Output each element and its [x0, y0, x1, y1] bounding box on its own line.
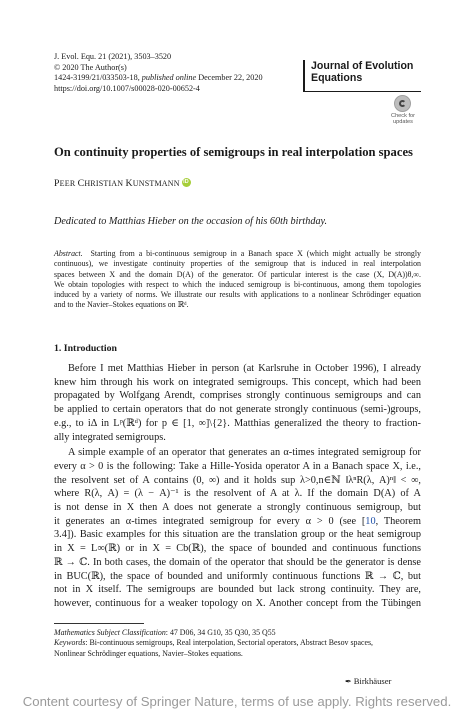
abstract: Abstract. Starting from a bi-continuous semigroup in a Banach space X (which might actually be strongly continuous), we investigate continuity properties of the semigroup that is induced in real interpolation spaces between X and the domain D(A) of the generator. Of particular interest is the case (X, D(A))θ,∞. We obtain topologies with respect to which the induced semigroup is bi-continuous, among them topologies induced by a variety of norms. We illustrate our results with applications to a nonlinear Schrödinger equation and to the Navier–Stokes equations on ℝᵈ.: [54, 249, 421, 310]
birkhauser-logo-icon: ✒: [345, 677, 352, 686]
journal-citation: J. Evol. Equ. 21 (2021), 3503–3520: [54, 52, 172, 61]
paper-title: On continuity properties of semigroups in real interpolation spaces: [54, 145, 413, 159]
doi-link[interactable]: https://doi.org/10.1007/s00028-020-00652-4: [54, 83, 200, 93]
footnotes: Mathematics Subject Classification: 47 D06, 34 G10, 35 Q30, 35 Q55 Keywords: Bi-continuous semigroups, Real interpolation, Sectorial operators, Abstract Besov spaces, Nonlinear Schrödinger equations, Navier–Stokes equations.: [54, 628, 421, 659]
check-for-updates-badge[interactable]: Check for updates: [385, 95, 421, 129]
courtesy-notice: Content courtesy of Springer Nature, terms of use apply. Rights reserved.: [22, 694, 452, 709]
publisher-logo: ✒ Birkhäuser: [345, 676, 392, 686]
msc-classification: Mathematics Subject Classification: 47 D06, 34 G10, 35 Q30, 35 Q55: [54, 628, 276, 637]
copyright-line: © 2020 The Author(s): [54, 62, 127, 72]
footnote-rule: [54, 623, 144, 624]
abstract-label: Abstract.: [54, 249, 83, 258]
orcid-icon[interactable]: [182, 178, 191, 187]
body-text: Before I met Matthias Hieber in person (at Karlsruhe in October 1996), I already knew him through his work on integrated semigroups. This concept, which had been propagated by Wolfgang Arendt, comprises strongly continuous semigroups and can be applied to certain operators that do not generate strongly continuous (semi-)groups, e.g., to iΔ in Lᵖ(ℝᵈ) for p ∈ [1, ∞]\{2}. Matthias generalized the theory to fraction- ally integrated semigroups. A simple example of an operator that generates an α-times integrated semigroup for every α > 0 is the following: Take a Hille-Yosida operator A in a Banach space X, i.e., the resolvent set of A contains (0, ∞) and it holds sup λ>0,n∈ℕ ‖λⁿR(λ, A)ⁿ‖ < ∞, where R(λ, A) = (λ − A)⁻¹ is the resolvent of A at λ. If the domain D(A) of A is not dense in X then A does not generate a strongly continuous semigroup, but it generates an α-times integrated semigroup for every α > 0 (see [10, Theorem 3.4]). Basic examples for this situation are the translation group or the heat semigroup in X = L∞(ℝ) or in X = Cb(ℝ), the space of bounded and continuous functions ℝ → ℂ. In both cases, the domain of the operator that should be the generator is dense in BUC(ℝ), the space of bounded and uniformly continuous functions ℝ → ℂ, but not in X itself. The semigroups are bounded but lack strong continuity. They are, however, continuous for a weaker topology on X. Another concept from the Tübingen: [54, 363, 421, 609]
journal-name: Journal of Evolution Equations: [303, 60, 421, 92]
author-name[interactable]: PEER CHRISTIAN KUNSTMANNiD: [54, 178, 191, 189]
keywords: Keywords: Bi-continuous semigroups, Real interpolation, Sectorial operators, Abstract Besov spaces,: [54, 638, 374, 648]
header-meta: [54, 52, 263, 94]
section-heading: 1. Introduction: [54, 343, 117, 354]
issn-line: 1424-3199/21/033503-18, published online December 22, 2020: [54, 73, 263, 83]
dedication: Dedicated to Matthias Hieber on the occasion of his 60th birthday.: [54, 216, 328, 227]
check-for-updates-icon: [394, 95, 411, 112]
citation-link[interactable]: 10: [365, 515, 376, 527]
